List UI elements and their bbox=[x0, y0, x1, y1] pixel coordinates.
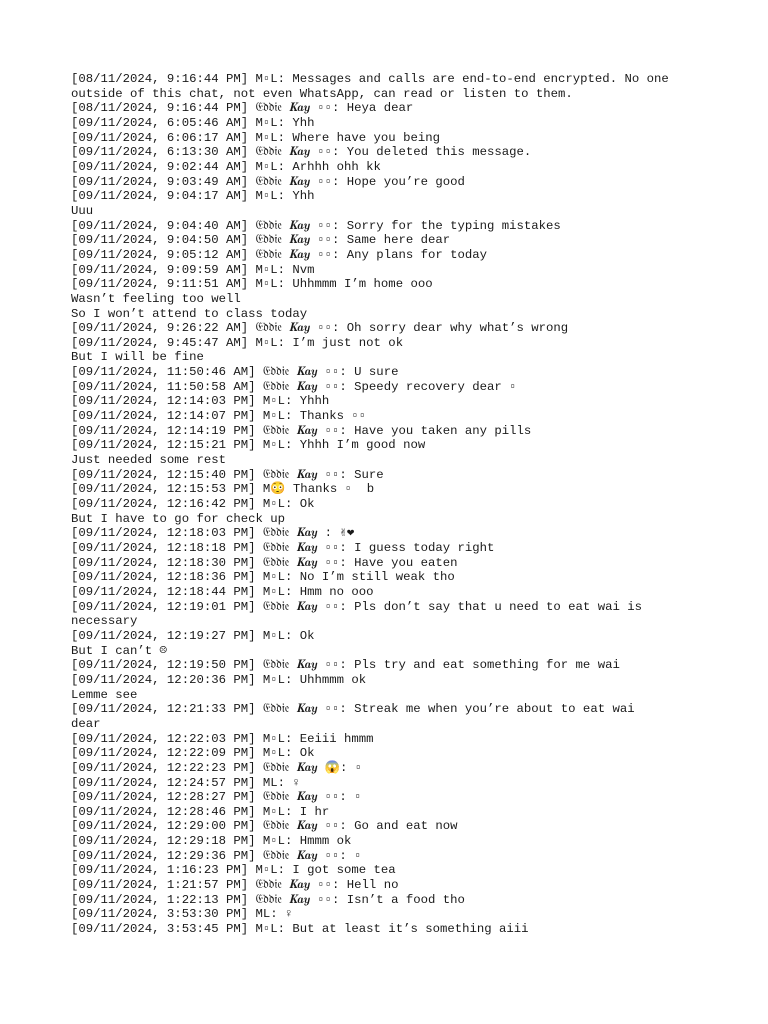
chat-line: [09/11/2024, 12:15:21 PM] M▫L: Yhhh I’m good now bbox=[71, 438, 426, 453]
chat-line: [09/11/2024, 1:16:23 PM] M▫L: I got some tea bbox=[71, 863, 396, 878]
chat-line: [09/11/2024, 12:18:36 PM] M▫L: No I’m still weak tho bbox=[71, 570, 455, 585]
chat-line: [09/11/2024, 12:16:42 PM] M▫L: Ok bbox=[71, 497, 315, 512]
chat-line: [09/11/2024, 11:50:46 AM] 𝔈𝔡𝔡𝔦𝔢 𝑲𝒂𝒚 ▫▫: U sure bbox=[71, 365, 399, 380]
chat-line: [09/11/2024, 12:19:01 PM] 𝔈𝔡𝔡𝔦𝔢 𝑲𝒂𝒚 ▫▫: Pls don’t say that u need to eat wai is bbox=[71, 599, 642, 614]
chat-line: [09/11/2024, 12:14:19 PM] 𝔈𝔡𝔡𝔦𝔢 𝑲𝒂𝒚 ▫▫: Have you taken any pills bbox=[71, 423, 532, 438]
chat-line: outside of this chat, not even WhatsApp, can read or listen to them. bbox=[71, 86, 573, 101]
chat-line: [09/11/2024, 12:24:57 PM] ML: ♀ bbox=[71, 775, 300, 790]
chat-line: So I won’t attend to class today bbox=[71, 306, 308, 321]
chat-line: [09/11/2024, 12:15:53 PM] M😳 Thanks ▫ b bbox=[71, 482, 375, 497]
chat-line: [09/11/2024, 12:29:18 PM] M▫L: Hmmm ok bbox=[71, 834, 352, 849]
chat-line: [09/11/2024, 12:29:36 PM] 𝔈𝔡𝔡𝔦𝔢 𝑲𝒂𝒚 ▫▫: ▫ bbox=[71, 848, 362, 863]
chat-line: [09/11/2024, 1:22:13 PM] 𝔈𝔡𝔡𝔦𝔢 𝑲𝒂𝒚 ▫▫: Isn’t a food tho bbox=[71, 892, 465, 907]
chat-line: [09/11/2024, 6:05:46 AM] M▫L: Yhh bbox=[71, 115, 315, 130]
chat-line: [09/11/2024, 12:22:09 PM] M▫L: Ok bbox=[71, 746, 315, 761]
chat-line: [09/11/2024, 12:28:46 PM] M▫L: I hr bbox=[71, 804, 330, 819]
chat-line: But I can’t ☹ bbox=[71, 643, 167, 658]
chat-line: But I will be fine bbox=[71, 350, 204, 365]
chat-line: [09/11/2024, 12:19:27 PM] M▫L: Ok bbox=[71, 628, 315, 643]
chat-line: [09/11/2024, 12:29:00 PM] 𝔈𝔡𝔡𝔦𝔢 𝑲𝒂𝒚 ▫▫: Go and eat now bbox=[71, 819, 458, 834]
chat-line: [09/11/2024, 12:18:03 PM] 𝔈𝔡𝔡𝔦𝔢 𝑲𝒂𝒚 : ✌❤ bbox=[71, 526, 355, 541]
chat-line: Uuu bbox=[71, 203, 94, 218]
chat-line: [09/11/2024, 1:21:57 PM] 𝔈𝔡𝔡𝔦𝔢 𝑲𝒂𝒚 ▫▫: Hell no bbox=[71, 878, 399, 893]
chat-line: [09/11/2024, 12:20:36 PM] M▫L: Uhhmmm ok bbox=[71, 672, 367, 687]
chat-line: [09/11/2024, 9:04:40 AM] 𝔈𝔡𝔡𝔦𝔢 𝑲𝒂𝒚 ▫▫: Sorry for the typing mistakes bbox=[71, 218, 561, 233]
chat-line: But I have to go for check up bbox=[71, 511, 286, 526]
chat-line: [09/11/2024, 9:45:47 AM] M▫L: I’m just not ok bbox=[71, 335, 404, 350]
chat-line: Wasn’t feeling too well bbox=[71, 291, 241, 306]
chat-transcript bbox=[71, 72, 701, 937]
chat-line: [09/11/2024, 3:53:30 PM] ML: ♀ bbox=[71, 907, 293, 922]
chat-line: [09/11/2024, 9:09:59 AM] M▫L: Nvm bbox=[71, 262, 315, 277]
chat-line: [09/11/2024, 9:11:51 AM] M▫L: Uhhmmm I’m home ooo bbox=[71, 277, 433, 292]
chat-line: dear bbox=[71, 716, 101, 731]
chat-line: [08/11/2024, 9:16:44 PM] M▫L: Messages and calls are end-to-end encrypted. No one bbox=[71, 72, 669, 86]
chat-line: [09/11/2024, 9:02:44 AM] M▫L: Arhhh ohh kk bbox=[71, 159, 381, 174]
chat-line: Lemme see bbox=[71, 687, 138, 702]
chat-line: [09/11/2024, 6:13:30 AM] 𝔈𝔡𝔡𝔦𝔢 𝑲𝒂𝒚 ▫▫: You deleted this message. bbox=[71, 145, 532, 160]
chat-line: [09/11/2024, 9:04:50 AM] 𝔈𝔡𝔡𝔦𝔢 𝑲𝒂𝒚 ▫▫: Same here dear bbox=[71, 233, 451, 248]
chat-line: [08/11/2024, 9:16:44 PM] 𝔈𝔡𝔡𝔦𝔢 𝑲𝒂𝒚 ▫▫: Heya dear bbox=[71, 101, 414, 116]
chat-line: necessary bbox=[71, 614, 138, 629]
chat-line: [09/11/2024, 12:21:33 PM] 𝔈𝔡𝔡𝔦𝔢 𝑲𝒂𝒚 ▫▫: Streak me when you’re about to eat wai bbox=[71, 702, 635, 717]
chat-line: Just needed some rest bbox=[71, 453, 226, 468]
chat-line: [09/11/2024, 12:18:18 PM] 𝔈𝔡𝔡𝔦𝔢 𝑲𝒂𝒚 ▫▫: I guess today right bbox=[71, 541, 495, 555]
chat-line: [09/11/2024, 9:04:17 AM] M▫L: Yhh bbox=[71, 189, 315, 204]
chat-line: [09/11/2024, 12:22:03 PM] M▫L: Eeiii hmmm bbox=[71, 731, 374, 746]
chat-line: [09/11/2024, 12:22:23 PM] 𝔈𝔡𝔡𝔦𝔢 𝑲𝒂𝒚 😱: ▫ bbox=[71, 760, 363, 775]
chat-line: [09/11/2024, 12:18:30 PM] 𝔈𝔡𝔡𝔦𝔢 𝑲𝒂𝒚 ▫▫: Have you eaten bbox=[71, 555, 458, 570]
chat-line: [09/11/2024, 12:14:03 PM] M▫L: Yhhh bbox=[71, 394, 330, 409]
chat-line: [09/11/2024, 11:50:58 AM] 𝔈𝔡𝔡𝔦𝔢 𝑲𝒂𝒚 ▫▫: Speedy recovery dear ▫ bbox=[71, 379, 517, 394]
chat-line: [09/11/2024, 12:14:07 PM] M▫L: Thanks ▫▫ bbox=[71, 409, 367, 424]
chat-line: [09/11/2024, 12:15:40 PM] 𝔈𝔡𝔡𝔦𝔢 𝑲𝒂𝒚 ▫▫: Sure bbox=[71, 467, 384, 482]
chat-line: [09/11/2024, 6:06:17 AM] M▫L: Where have you being bbox=[71, 130, 440, 145]
chat-line: [09/11/2024, 9:03:49 AM] 𝔈𝔡𝔡𝔦𝔢 𝑲𝒂𝒚 ▫▫: Hope you’re good bbox=[71, 174, 465, 189]
chat-line: [09/11/2024, 12:18:44 PM] M▫L: Hmm no ooo bbox=[71, 584, 374, 599]
chat-line: [09/11/2024, 9:26:22 AM] 𝔈𝔡𝔡𝔦𝔢 𝑲𝒂𝒚 ▫▫: Oh sorry dear why what’s wrong bbox=[71, 321, 569, 336]
chat-line: [09/11/2024, 12:19:50 PM] 𝔈𝔡𝔡𝔦𝔢 𝑲𝒂𝒚 ▫▫: Pls try and eat something for me wai bbox=[71, 658, 620, 673]
chat-line: [09/11/2024, 12:28:27 PM] 𝔈𝔡𝔡𝔦𝔢 𝑲𝒂𝒚 ▫▫: ▫ bbox=[71, 790, 362, 805]
chat-line: [09/11/2024, 9:05:12 AM] 𝔈𝔡𝔡𝔦𝔢 𝑲𝒂𝒚 ▫▫: Any plans for today bbox=[71, 247, 488, 262]
chat-line: [09/11/2024, 3:53:45 PM] M▫L: But at least it’s something aiii bbox=[71, 922, 529, 937]
